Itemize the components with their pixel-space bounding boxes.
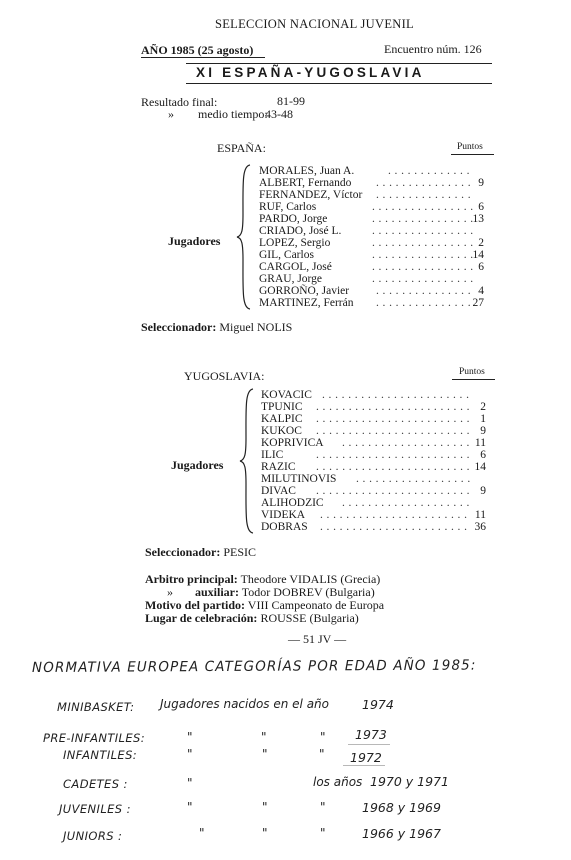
dot-leader: . . . . . . . . . . . . . . . . . . . . . . . <box>322 389 470 401</box>
handwritten-category: JUVENILES : <box>59 802 131 816</box>
year-label: AÑO 1985 (25 agosto) <box>141 43 254 57</box>
yugoslavia-player-name: ILIC <box>261 449 284 461</box>
officials-block <box>145 573 384 625</box>
ditto-mark: " <box>187 776 193 790</box>
yugoslavia-player-name: TPUNIC <box>261 401 303 413</box>
dot-leader: . . . . . . . . . . . . . . . <box>376 189 471 201</box>
handwritten-category: INFANTILES: <box>63 748 138 762</box>
handwritten-years: 1974 <box>362 697 394 712</box>
ditto-mark: " <box>262 826 268 840</box>
document-title: SELECCION NACIONAL JUVENIL <box>215 17 414 31</box>
dot-leader: . . . . . . . . . . . . . . . . . . <box>356 473 471 485</box>
referee-name: Theodore VIDALIS (Grecia) <box>240 572 381 586</box>
spain-points-header: Puntos <box>457 142 483 152</box>
yugoslavia-player-name: MILUTINOVIS <box>261 473 337 485</box>
yugoslavia-player-name: KOPRIVICA <box>261 437 324 449</box>
yugoslavia-player-points: 2 <box>480 401 486 413</box>
dot-leader: . . . . . . . . . . . . . . . . . . . . <box>342 497 470 509</box>
spain-player-points: 27 <box>472 297 484 309</box>
spain-points-rule <box>451 154 494 155</box>
ditto-mark: " <box>320 826 326 840</box>
yugoslavia-player-points: 14 <box>474 461 486 473</box>
yugoslavia-player-points: 9 <box>480 485 486 497</box>
yugoslavia-player-points <box>462 389 486 401</box>
ditto-mark: " <box>187 800 193 814</box>
yugoslavia-player-name: DOBRAS <box>261 521 308 533</box>
dot-leader: . . . . . . . . . . . . . . . . . . . . . . . . <box>316 485 470 497</box>
handwritten-years: 1973 <box>355 727 387 742</box>
dot-leader: . . . . . . . . . . . . . . . <box>376 285 471 297</box>
spain-player-name: RUF, Carlos <box>259 201 317 213</box>
spain-player-points <box>460 165 484 177</box>
yugoslavia-player-name: KUKOC <box>261 425 302 437</box>
dot-leader: . . . . . . . . . . . . . . . <box>376 297 471 309</box>
yugoslavia-player-points: 11 <box>474 437 486 449</box>
aux-referee-label: auxiliar: <box>195 585 239 599</box>
spain-player-points: 6 <box>478 201 484 213</box>
spain-player-name: GRAU, Jorge <box>259 273 323 285</box>
spain-player-points <box>460 189 484 201</box>
spain-player-name: PARDO, Jorge <box>259 213 328 225</box>
dot-leader: . . . . . . . . . . . . . . . <box>376 177 471 189</box>
ditto-mark: " <box>261 730 267 744</box>
yugoslavia-player-name: KALPIC <box>261 413 303 425</box>
yugoslavia-player-name: ALIHODZIC <box>261 497 324 509</box>
ditto-mark: " <box>199 826 205 840</box>
ditto-mark: " <box>187 747 193 761</box>
yugoslavia-player-name: DIVAC <box>261 485 296 497</box>
spain-player-name: GORROÑO, Javier <box>259 285 350 297</box>
spain-player-points <box>460 225 484 237</box>
yugoslavia-points-rule <box>452 379 495 380</box>
title-rule-bottom <box>186 83 492 84</box>
spain-coach-name: Miguel NOLIS <box>219 320 293 334</box>
half-time-score: 43-48 <box>265 107 293 121</box>
dot-leader: . . . . . . . . . . . . . . . . <box>372 273 474 285</box>
handwritten-title: NORMATIVA EUROPEA CATEGORÍAS POR EDAD AÑO 1985: <box>31 657 477 676</box>
yugoslavia-player-points: 11 <box>474 509 486 521</box>
half-time-label: medio tiempo: <box>198 107 268 121</box>
spain-coach-line <box>141 320 292 335</box>
spain-player-name: FERNANDEZ, Víctor <box>259 189 363 201</box>
title-rule-top <box>186 63 492 64</box>
spain-player-name: MORALES, Juan A. <box>259 165 355 177</box>
spain-player-points: 13 <box>472 213 484 225</box>
spain-player-points: 14 <box>472 249 484 261</box>
dot-leader: . . . . . . . . . . . . . . . . . . . . . . . <box>320 509 468 521</box>
spain-player-points: 9 <box>478 177 484 189</box>
dot-leader: . . . . . . . . . . . . . . . . <box>372 249 474 261</box>
spain-player-name: MARTINEZ, Ferrán <box>259 297 354 309</box>
motive-value: VIII Campeonato de Europa <box>247 598 385 612</box>
handwritten-years: 1972 <box>350 750 382 765</box>
ditto-mark: " <box>187 730 193 744</box>
ditto-mark: " <box>262 800 268 814</box>
year-underline <box>141 57 265 58</box>
spain-players-label: Jugadores <box>168 234 221 248</box>
yugoslavia-coach-line <box>145 545 256 560</box>
referee-label: Arbitro principal: <box>145 572 238 586</box>
yugoslavia-dot-leaders <box>316 389 471 533</box>
aux-referee-name: Todor DOBREV (Bulgaria) <box>241 585 375 599</box>
yugoslavia-player-name: RAZIC <box>261 461 296 473</box>
final-score: 81-99 <box>277 94 305 108</box>
final-result-label: Resultado final: <box>141 95 218 109</box>
spain-player-names <box>259 165 362 309</box>
dot-leader: . . . . . . . . . . . . . . . . <box>372 261 474 273</box>
dot-leader: . . . . . . . . . . . . . . . . <box>372 201 474 213</box>
ditto-mark: " <box>320 730 326 744</box>
dot-leader: . . . . . . . . . . . . . . . . . . . . <box>342 437 470 449</box>
aux-marker: » <box>167 585 173 599</box>
spain-coach-label: Seleccionador: <box>141 320 217 334</box>
match-title: XI ESPAÑA-YUGOSLAVIA <box>196 65 425 80</box>
spain-player-points: 4 <box>478 285 484 297</box>
spain-brace <box>236 164 252 310</box>
spain-player-name: CRIADO, José L. <box>259 225 342 237</box>
yugoslavia-player-name: VIDEKA <box>261 509 306 521</box>
underline-stroke <box>348 744 390 745</box>
yugoslavia-coach-label: Seleccionador: <box>145 545 221 559</box>
place-label: Lugar de celebración: <box>145 611 258 625</box>
dot-leader: . . . . . . . . . . . . . . . . . . . . . . . . <box>316 425 470 437</box>
yugoslavia-players-label: Jugadores <box>171 458 224 472</box>
handwritten-text: los años <box>313 775 363 789</box>
place-line <box>145 612 384 625</box>
handwritten-years: 1970 y 1971 <box>370 774 449 789</box>
yugoslavia-player-points <box>462 473 486 485</box>
place-value: ROUSSE (Bulgaria) <box>260 611 359 625</box>
spain-team-label: ESPAÑA: <box>217 141 266 155</box>
dot-leader: . . . . . . . . . . . . . . . . . . . . . . . . <box>316 449 470 461</box>
spain-player-name: ALBERT, Fernando <box>259 177 352 189</box>
yugoslavia-points <box>462 389 486 533</box>
match-number: Encuentro núm. 126 <box>384 42 482 56</box>
spain-player-points: 2 <box>478 237 484 249</box>
yugoslavia-player-points: 1 <box>480 413 486 425</box>
dot-leader: . . . . . . . . . . . . . . . . <box>372 237 474 249</box>
yugoslavia-player-points: 9 <box>480 425 486 437</box>
handwritten-text: Jugadores nacidos en el año <box>160 697 330 711</box>
dot-leader: . . . . . . . . . . . . . <box>388 165 470 177</box>
dot-leader: . . . . . . . . . . . . . . . . . . . . . . . . <box>316 401 470 413</box>
handwritten-years: 1966 y 1967 <box>362 826 441 841</box>
yugoslavia-player-points <box>462 497 486 509</box>
yugoslavia-player-name: KOVACIC <box>261 389 312 401</box>
underline-stroke <box>343 765 385 766</box>
yugoslavia-points-header: Puntos <box>459 367 485 377</box>
spain-player-name: GIL, Carlos <box>259 249 314 261</box>
ditto-mark: " <box>320 800 326 814</box>
handwritten-category: PRE-INFANTILES: <box>43 731 146 745</box>
dot-leader: . . . . . . . . . . . . . . . . <box>372 213 474 225</box>
handwritten-category: MINIBASKET: <box>57 700 135 714</box>
ditto-mark: " <box>319 747 325 761</box>
spain-player-points <box>460 273 484 285</box>
motive-label: Motivo del partido: <box>145 598 245 612</box>
handwritten-category: JUNIORS : <box>63 829 123 843</box>
spain-player-points: 6 <box>478 261 484 273</box>
dot-leader: . . . . . . . . . . . . . . . . . . . . . . . . <box>316 461 470 473</box>
dot-leader: . . . . . . . . . . . . . . . . . . . . . . . . <box>316 413 470 425</box>
half-marker: » <box>168 107 174 121</box>
spain-points <box>460 165 484 309</box>
yugoslavia-player-points: 36 <box>474 521 486 533</box>
ditto-mark: " <box>262 747 268 761</box>
yugoslavia-player-points: 6 <box>480 449 486 461</box>
yugoslavia-team-label: YUGOSLAVIA: <box>184 369 265 383</box>
spain-player-name: LOPEZ, Sergio <box>259 237 331 249</box>
dot-leader: . . . . . . . . . . . . . . . . . . . . . . . <box>320 521 468 533</box>
page-number: — 51 JV — <box>288 632 347 646</box>
handwritten-years: 1968 y 1969 <box>362 800 441 815</box>
spain-dot-leaders <box>372 165 474 309</box>
spain-player-name: CARGOL, José <box>259 261 332 273</box>
yugoslavia-coach-name: PESIC <box>223 545 257 559</box>
yugoslavia-brace <box>239 388 255 534</box>
dot-leader: . . . . . . . . . . . . . . . . <box>372 225 474 237</box>
handwritten-category: CADETES : <box>63 777 128 791</box>
